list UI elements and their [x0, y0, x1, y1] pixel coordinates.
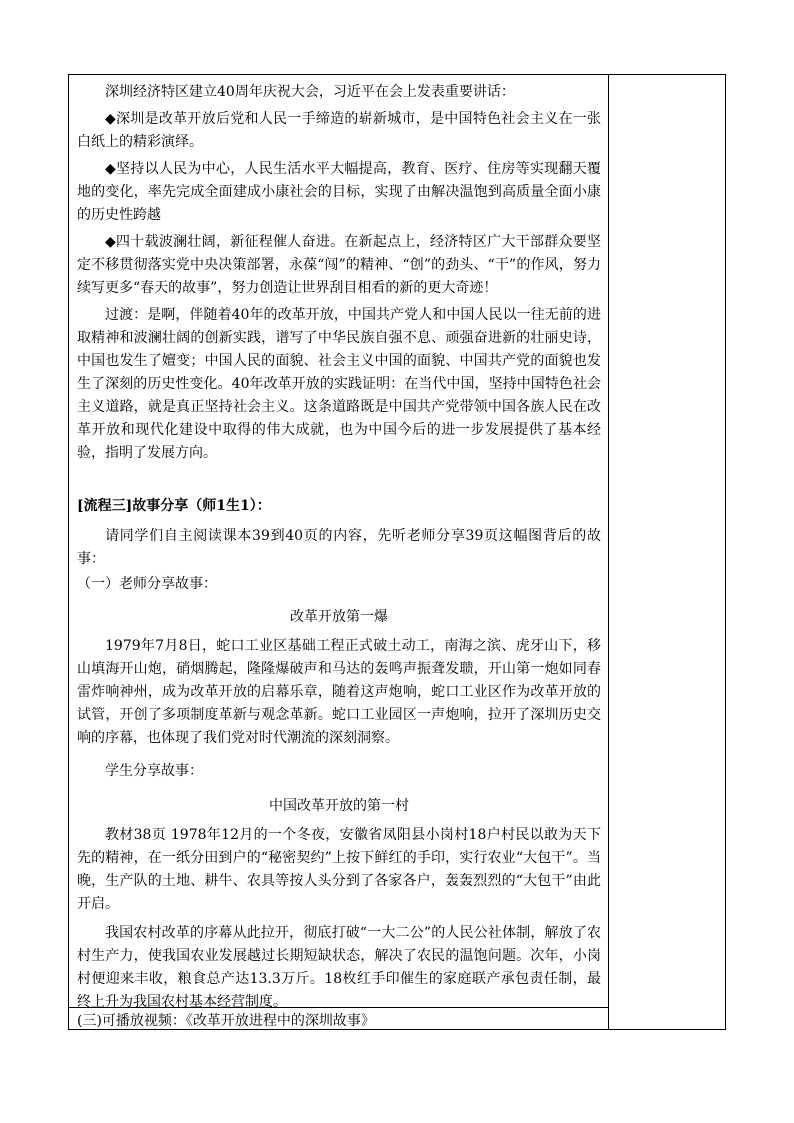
row-separator — [69, 1007, 609, 1008]
column-divider — [608, 75, 609, 1029]
teacher-story-label: （一）老师分享故事： — [77, 576, 217, 592]
row-story — [77, 495, 601, 1014]
teacher-story-title: 改革开放第一爆 — [290, 609, 388, 625]
video-suggestion: (三)可播放视频：《改革开放进程中的深圳故事》 — [77, 1013, 375, 1029]
student-story-label: 学生分享故事： — [105, 763, 203, 779]
story-intro: 请同学们自主阅读课本39到40页的内容，先听老师分享39页这幅图背后的故事： — [77, 528, 601, 567]
speech-point-1: ◆深圳是改革开放后党和人民一手缔造的崭新城市，是中国特色社会主义在一张白纸上的精彩演绎。 — [77, 111, 601, 150]
section-heading: [流程三]故事分享（师1生1）： — [77, 498, 271, 514]
lesson-table — [68, 74, 726, 1030]
row-video — [77, 1010, 601, 1033]
teacher-story-body: 1979年7月8日，蛇口工业区基础工程正式破土动工，南海之滨、虎牙山下，移山填海开山炮，硝烟腾起，隆隆爆破声和马达的轰鸣声振聋发聩，开山第一炮如同春雷炸响神州，成为改革开放的启幕乐章，随着这声炮响，蛇口工业区作为改革开放的试管，开创了多项制度革新与观念革新。蛇口工业园区一声炮响，拉开了深圳历史交响的序幕，也体现了我们党对时代潮流的深刻洞察。 — [77, 638, 601, 746]
student-story-title: 中国改革开放的第一村 — [269, 798, 409, 814]
student-story-body-1: 教材38页 1978年12月的一个冬夜，安徽省凤阳县小岗村18户村民以敢为天下先的精神，在一纸分田到户的“秘密契约”上按下鲜红的手印，实行农业“大包干”。当晚，生产队的土地、耕牛、农具等按人头分到了各家各户，轰轰烈烈的“大包干”由此开启。 — [77, 827, 601, 912]
speech-point-3: ◆四十载波澜壮阔，新征程催人奋进。在新起点上，经济特区广大干部群众要坚定不移贯彻落实党中央决策部署，永葆“闯”的精神、“创”的劲头、“干”的作风，努力续写更多“春天的故事”，努力创造让世界刮目相看的新的更大奇迹！ — [77, 234, 601, 296]
transition-paragraph: 过渡：是啊，伴随着40年的改革开放，中国共产党人和中国人民以一往无前的进取精神和波澜壮阔的创新实践，谱写了中华民族自强不息、顽强奋进新的壮丽史诗，中国也发生了嬗变；中国人民的面貌、社会主义中国的面貌、中国共产党的面貌也发生了深刻的历史性变化。40年改革开放的实践证明：在当代中国，坚持中国特色社会主义道路，就是真正坚持社会主义。这条道路既是中国共产党带领中国各族人民在改革开放和现代化建设中取得的伟大成就，也为中国今后的进一步发展提供了基本经验，指明了发展方向。 — [77, 307, 601, 461]
speech-intro: 深圳经济特区建立40周年庆祝大会，习近平在会上发表重要讲话： — [105, 84, 515, 100]
student-story-body-2: 我国农村改革的序幕从此拉开，彻底打破“一大二公”的人民公社体制，解放了农村生产力，使我国农业发展越过长期短缺状态，解决了农民的温饱问题。次年，小岗村便迎来丰收，粮食总产达13.3万斤。18枚红手印催生的家庭联产承包责任制，最终上升为我国农村基本经营制度。 — [77, 925, 601, 1010]
speech-point-2: ◆坚持以人民为中心，人民生活水平大幅提高，教育、医疗、住房等实现翻天覆地的变化，率先完成全面建成小康社会的目标，实现了由解决温饱到高质量全面小康的历史性跨越 — [77, 161, 601, 223]
row-speech — [77, 81, 601, 465]
